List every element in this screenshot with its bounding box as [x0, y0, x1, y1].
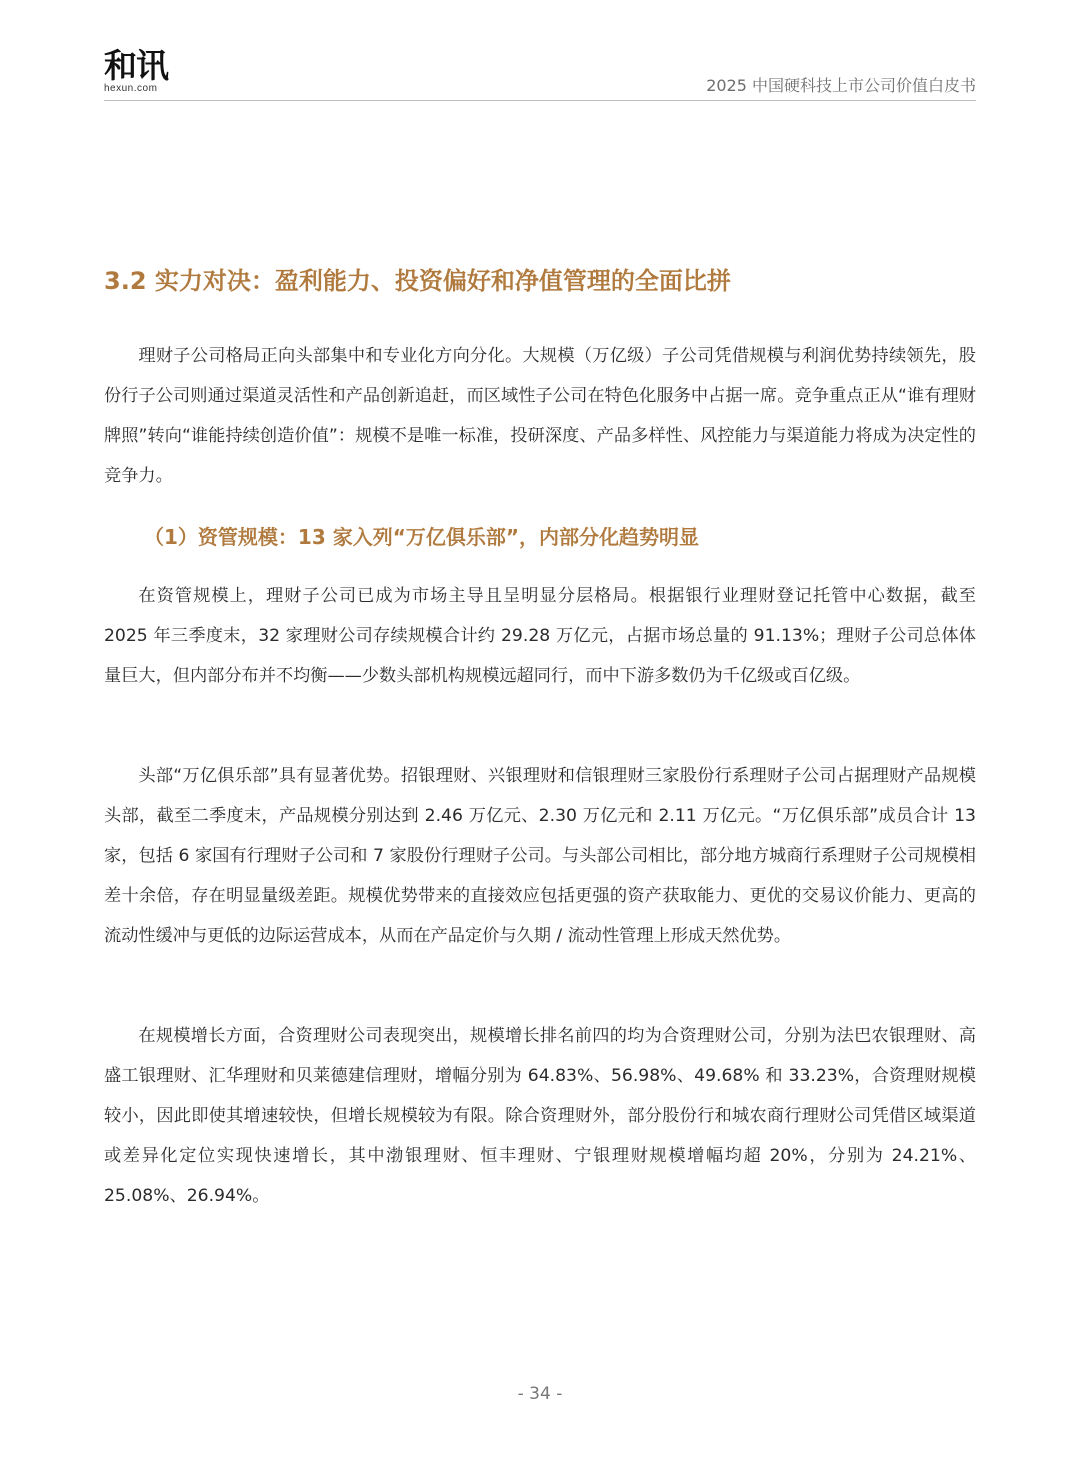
logo-domain: hexun.com: [104, 83, 158, 94]
page-header: [104, 48, 976, 101]
body-paragraph: 在规模增长方面，合资理财公司表现突出，规模增长排名前四的均为合资理财公司，分别为法巴农银理财、高盛工银理财、汇华理财和贝莱德建信理财，增幅分别为 64.83%、56.98%、49.68% 和 33.23%，合资理财规模较小，因此即使其增速较快，但增长规模较为有限。除合资理财外，部分股份行和城农商行理财公司凭借区域渠道或差异化定位实现快速增长，其中渤银理财、恒丰理财、宁银理财规模增幅均超 20%，分别为 24.21%、25.08%、26.94%。: [104, 1026, 976, 1206]
document-title: 2025 中国硬科技上市公司价值白皮书: [706, 76, 976, 95]
section-heading: 3.2 实力对决：盈利能力、投资偏好和净值管理的全面比拼: [104, 267, 731, 295]
page-number: - 34 -: [517, 1384, 563, 1404]
body-paragraph: 头部“万亿俱乐部”具有显著优势。招银理财、兴银理财和信银理财三家股份行系理财子公司占据理财产品规模头部，截至二季度末，产品规模分别达到 2.46 万亿元、2.30 万亿元和 2.11 万亿元。“万亿俱乐部”成员合计 13 家，包括 6 家国有行理财子公司和 7 家股份行理财子公司。与头部公司相比，部分地方城商行系理财子公司规模相差十余倍，存在明显量级差距。规模优势带来的直接效应包括更强的资产获取能力、更优的交易议价能力、更高的流动性缓冲与更低的边际运营成本，从而在产品定价与久期 / 流动性管理上形成天然优势。: [104, 766, 976, 946]
body-paragraph: 在资管规模上，理财子公司已成为市场主导且呈明显分层格局。根据银行业理财登记托管中心数据，截至 2025 年三季度末，32 家理财公司存续规模合计约 29.28 万亿元，占据市场总量的 91.13%；理财子公司总体体量巨大，但内部分布并不均衡——少数头部机构规模远超同行，而中下游多数仍为千亿级或百亿级。: [104, 586, 976, 686]
hexun-logo: [104, 48, 184, 98]
subsection-heading: （1）资管规模：13 家入列“万亿俱乐部”，内部分化趋势明显: [144, 525, 699, 549]
logo-wordmark: 和讯: [104, 46, 168, 85]
intro-paragraph: 理财子公司格局正向头部集中和专业化方向分化。大规模（万亿级）子公司凭借规模与利润优势持续领先，股份行子公司则通过渠道灵活性和产品创新追赶，而区域性子公司在特色化服务中占据一席。竞争重点正从“谁有理财牌照”转向“谁能持续创造价值”：规模不是唯一标准，投研深度、产品多样性、风控能力与渠道能力将成为决定性的竞争力。: [104, 346, 976, 486]
